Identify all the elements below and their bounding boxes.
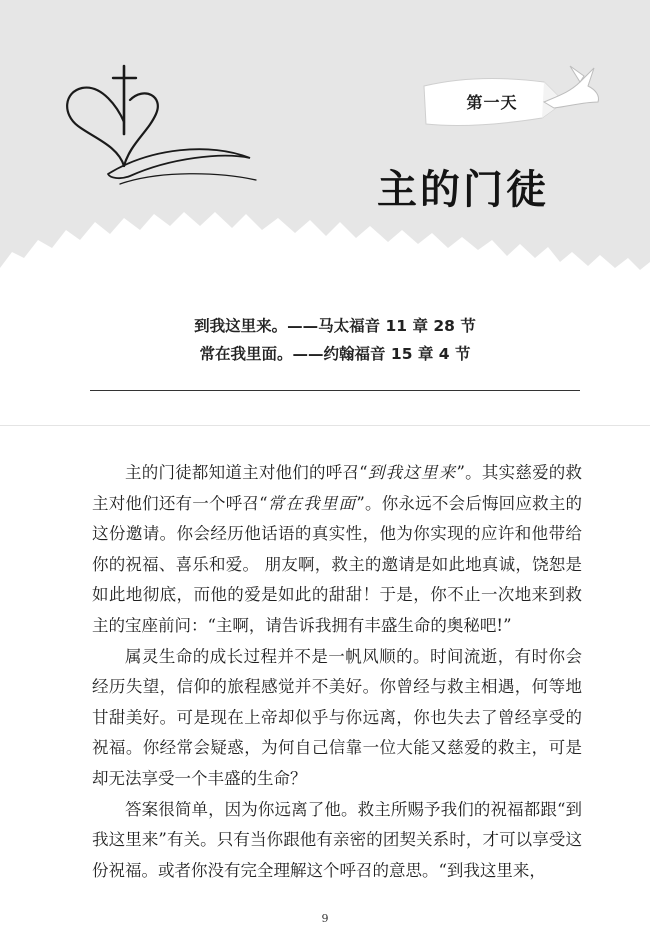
- day-label: 第一天: [466, 93, 518, 112]
- page-number: 9: [321, 912, 329, 925]
- verse-line: 常在我里面。——约翰福音 15 章 4 节: [199, 345, 471, 363]
- section-border: [0, 425, 650, 426]
- chapter-title: 主的门徒: [377, 166, 549, 213]
- quoted-call: 到我这里来: [367, 463, 457, 482]
- paragraph-3: 答案很简单，因为你远离了他。救主所赐予我们的祝福都跟“到我这里来”有关。只有当你跟他有亲密的团契关系时，才可以享受这份祝福。或者你没有完全理解这个呼召的意思。“到我这里来，: [92, 799, 582, 880]
- text-run: ”。你永远不会后悔回应救主的这份邀请。你会经历他话语的真实性，他为你实现的应许和他带给你的祝福、喜乐和爱。 朋友啊，救主的邀请是如此地真诚，饶恕是如此地彻底，而他的爱是如此的甜甜！于是，你不止一次地来到救主的宝座前问：“主啊，请告诉我拥有丰盛生命的奥秘吧!”: [92, 493, 583, 635]
- divider-rule: [90, 390, 580, 391]
- dove-icon: [540, 62, 602, 112]
- text-run: 主的门徒都知道主对他们的呼召“: [125, 463, 368, 482]
- quoted-call: 常在我里面: [267, 493, 357, 513]
- paragraph-2: 属灵生命的成长过程并不是一帆风顺的。时间流逝，有时你会经历失望，信仰的旅程感觉并不美好。你曾经与救主相遇，何等地甘甜美好。可是现在上帝却似乎与你远离，你也失去了曾经享受的祝福。你经常会疑惑，为何自己信靠一位大能又慈爱的救主，可是却无法享受一个丰盛的生命？: [92, 646, 582, 788]
- heart-cross-logo-icon: [60, 62, 260, 187]
- text-run: ”。其实慈爱的救主对他们还有一个呼召“: [92, 463, 583, 513]
- verse-line: 到我这里来。——马太福音 11 章 28 节: [194, 317, 476, 335]
- body-text: [92, 458, 582, 886]
- paragraph-1: [92, 458, 582, 642]
- key-verses: [90, 312, 580, 368]
